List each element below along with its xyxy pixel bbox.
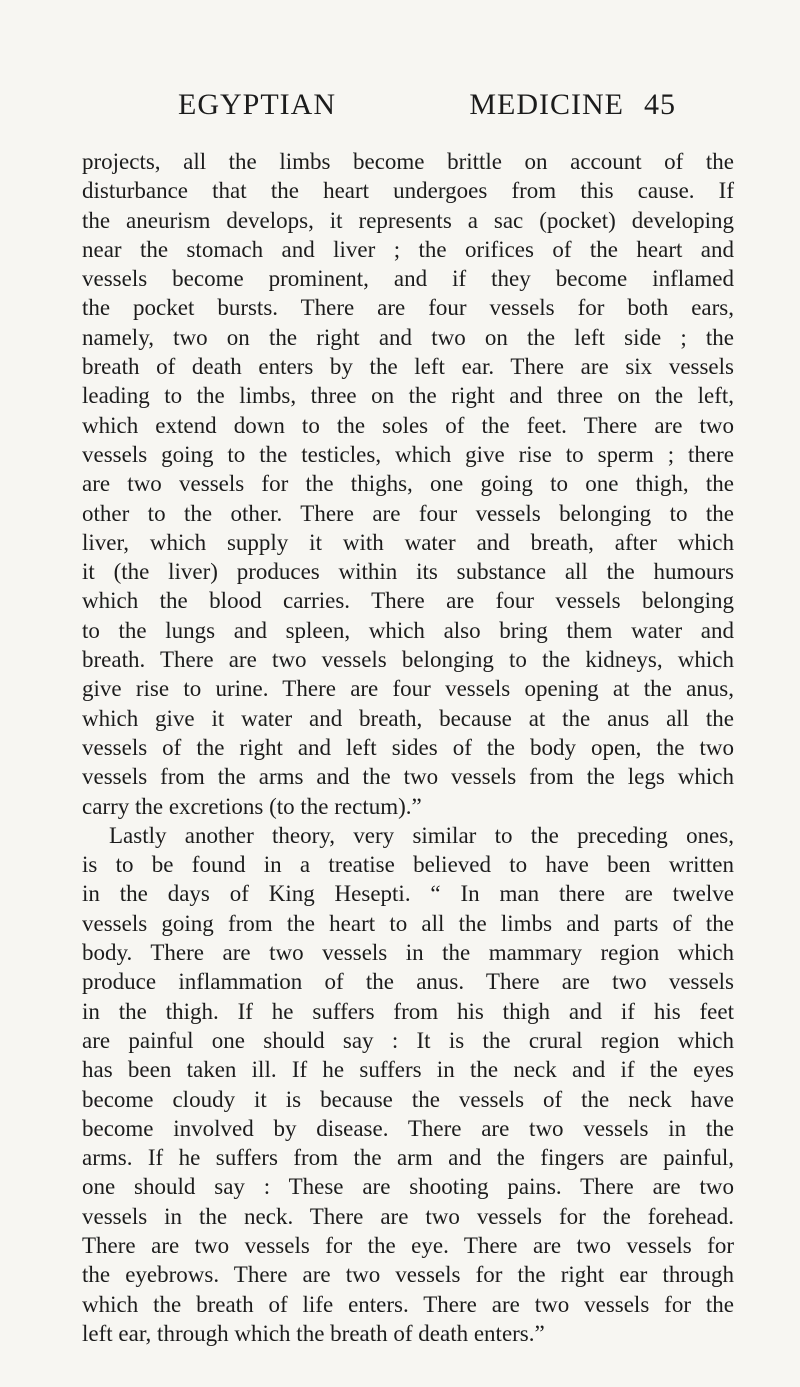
text-line: is to be found in a treatise believed to have been written <box>82 852 734 878</box>
text-line: vessels going from the heart to all the limbs and parts of the <box>82 910 734 936</box>
text-line: projects, all the limbs become brittle on account of the <box>82 149 734 174</box>
text-line: the pocket bursts. There are four vessels for both ears, <box>82 295 734 321</box>
text-line: There are two vessels for the eye. There are two vessels for <box>82 1232 734 1258</box>
text-line: leading to the limbs, three on the right and three on the left, <box>82 383 734 409</box>
text-line: are painful one should say : It is the crural region which <box>82 1027 734 1053</box>
text-line: liver, which supply it with water and breath, after which <box>82 529 734 555</box>
text-line: one should say : These are shooting pains. There are two <box>82 1174 734 1200</box>
body-text <box>82 147 734 1348</box>
page-number: 45 <box>644 88 676 121</box>
text-line: namely, two on the right and two on the left side ; the <box>82 324 734 350</box>
paragraph-start-line: Lastly another theory, very similar to the preceding ones, <box>109 822 734 848</box>
text-line: give rise to urine. There are four vessels opening at the anus, <box>82 676 734 702</box>
text-line: near the stomach and liver ; the orifices of the heart and <box>82 236 734 262</box>
text-line: vessels become prominent, and if they become inflamed <box>82 266 734 292</box>
text-line: in the thigh. If he suffers from his thigh and if his feet <box>82 998 734 1024</box>
text-line: which the blood carries. There are four vessels belonging <box>82 588 734 614</box>
text-line: become involved by disease. There are two vessels in the <box>82 1115 734 1141</box>
text-line: the eyebrows. There are two vessels for the right ear through <box>82 1262 734 1288</box>
text-line: vessels of the right and left sides of the body open, the two <box>82 734 734 760</box>
text-line: body. There are two vessels in the mammary region which <box>82 940 734 966</box>
text-line: arms. If he suffers from the arm and the fingers are painful, <box>82 1145 734 1171</box>
text-line: which extend down to the soles of the feet. There are two <box>82 412 734 438</box>
text-line: which give it water and breath, because at the anus all the <box>82 705 734 731</box>
paragraph-end-line: carry the excretions (to the rectum).” <box>82 793 422 819</box>
text-line: become cloudy it is because the vessels of the neck have <box>82 1086 734 1112</box>
text-line: breath of death enters by the left ear. There are six vessels <box>82 354 734 380</box>
text-line: produce inflammation of the anus. There are two vessels <box>82 969 734 995</box>
text-line: in the days of King Hesepti. “ In man there are twelve <box>82 881 734 907</box>
text-line: are two vessels for the thighs, one going to one thigh, the <box>82 471 734 497</box>
text-line: it (the liver) produces within its substance all the humours <box>82 559 734 585</box>
text-line: to the lungs and spleen, which also bring them water and <box>82 617 734 643</box>
running-head-title: EGYPTIAN MEDICINE <box>178 88 624 121</box>
text-line: the aneurism develops, it represents a sac (pocket) developing <box>82 207 734 233</box>
text-line: which the breath of life enters. There are two vessels for the <box>82 1291 734 1317</box>
text-line: vessels in the neck. There are two vessels for the forehead. <box>82 1203 734 1229</box>
text-line: breath. There are two vessels belonging to the kidneys, which <box>82 647 734 673</box>
text-line: disturbance that the heart undergoes from this cause. If <box>82 178 734 204</box>
text-line: other to the other. There are four vessels belonging to the <box>82 500 734 526</box>
text-line: has been taken ill. If he suffers in the neck and if the eyes <box>82 1057 734 1083</box>
paragraph-end-line: left ear, through which the breath of death enters.” <box>82 1320 545 1346</box>
text-line: vessels from the arms and the two vessels from the legs which <box>82 764 734 790</box>
text-line: vessels going to the testicles, which give rise to sperm ; there <box>82 441 734 467</box>
